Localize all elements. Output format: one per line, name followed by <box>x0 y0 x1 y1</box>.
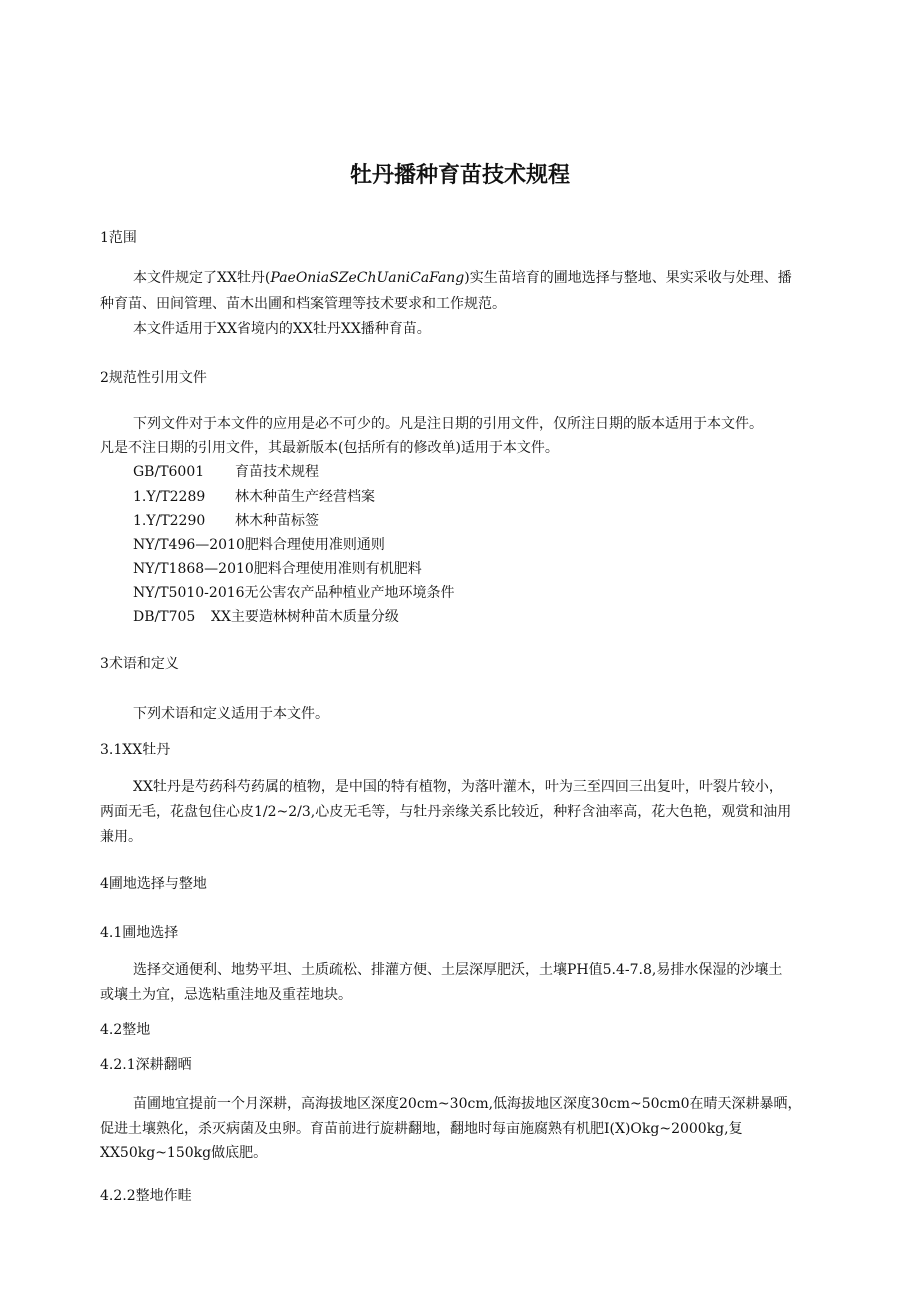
scope-text-post: )实生苗培育的圃地选择与整地、果实采收与处理、播 <box>464 270 792 286</box>
term-heading-3-1: 3.1XX牡丹 <box>100 742 171 758</box>
reference-title: 肥料合理使用准则通则 <box>244 537 385 553</box>
section-4-heading: 4圃地选择与整地 <box>100 876 207 892</box>
scope-paragraph-line-2: 种育苗、田间管理、苗木出圃和档案管理等技术要求和工作规范。 <box>100 296 506 312</box>
reference-item <box>133 509 319 533</box>
references-intro-line-2: 凡是不注日期的引用文件，其最新版本(包括所有的修改单)适用于本文件。 <box>100 440 559 456</box>
reference-item <box>133 460 319 484</box>
deep-plough-line-1: 苗圃地宜提前一个月深耕，高海拔地区深度20cm~30cm,低海拔地区深度30cm~50cm0在晴天深耕暴晒， <box>133 1096 802 1112</box>
reference-code: 1.Y/T2289 <box>133 489 206 505</box>
section-2-heading: 2规范性引用文件 <box>100 370 207 386</box>
references-intro-line-1: 下列文件对于本文件的应用是必不可少的。凡是注日期的引用文件，仅所注日期的版本适用于本文件。 <box>133 416 763 432</box>
reference-title: 无公害农产品种植业产地环境条件 <box>244 585 455 601</box>
subsection-4-2-1-heading: 4.2.1深耕翻晒 <box>100 1057 192 1073</box>
reference-code: DB/T705 <box>133 609 196 625</box>
section-3-heading: 3术语和定义 <box>100 656 179 672</box>
latin-name: PaeOniaSZeChUaniCaFang <box>270 270 465 286</box>
reference-code: GB/T6001 <box>133 464 205 480</box>
scope-text-pre: 本文件规定了XX牡丹( <box>133 270 271 286</box>
reference-item <box>133 485 375 509</box>
reference-item <box>133 581 455 605</box>
scope-paragraph-line-1 <box>133 266 792 290</box>
scope-applicability: 本文件适用于XX省境内的XX牡丹XX播种育苗。 <box>133 321 431 337</box>
reference-title: 林木种苗标签 <box>235 513 319 529</box>
term-definition-line-3: 兼用。 <box>100 829 142 845</box>
reference-code: NY/T5010-2016 <box>133 585 245 601</box>
reference-title: 肥料合理使用准则有机肥料 <box>253 561 422 577</box>
reference-code: 1.Y/T2290 <box>133 513 206 529</box>
subsection-4-1-heading: 4.1圃地选择 <box>100 925 179 941</box>
site-selection-line-2: 或壤土为宜，忌选粘重洼地及重茬地块。 <box>100 987 352 1003</box>
site-selection-line-1: 选择交通便利、地势平坦、土质疏松、排灌方便、土层深厚肥沃，土壤PH值5.4-7.8,易排水保湿的沙壤土 <box>133 962 783 978</box>
reference-code: NY/T496—2010 <box>133 537 245 553</box>
term-definition-line-2: 两面无毛，花盘包住心皮1/2~2/3,心皮无毛等，与牡丹亲缘关系比较近，种籽含油率高，花大色艳，观赏和油用 <box>100 804 792 820</box>
deep-plough-line-3: XX50kg~150kg做底肥。 <box>100 1145 268 1161</box>
reference-item <box>133 605 399 629</box>
subsection-4-2-heading: 4.2整地 <box>100 1022 151 1038</box>
reference-title: 林木种苗生产经营档案 <box>235 489 375 505</box>
terms-intro: 下列术语和定义适用于本文件。 <box>133 706 329 722</box>
reference-title: XX主要造林树种苗木质量分级 <box>211 609 399 625</box>
reference-code: NY/T1868—2010 <box>133 561 254 577</box>
deep-plough-line-2: 促进土壤熟化，杀灭病菌及虫卵。育苗前进行旋耕翻地，翻地时每亩施腐熟有机肥I(X)Okg~2000kg,复 <box>100 1121 743 1137</box>
subsection-4-2-2-heading: 4.2.2整地作畦 <box>100 1188 192 1204</box>
reference-title: 育苗技术规程 <box>235 464 319 480</box>
document-title: 牡丹播种育苗技术规程 <box>349 162 570 188</box>
reference-item <box>133 533 385 557</box>
section-1-heading: 1范围 <box>100 230 137 246</box>
term-definition-line-1: XX牡丹是芍药科芍药属的植物，是中国的特有植物，为落叶灌木，叶为三至四回三出复叶，叶裂片较小， <box>133 779 783 795</box>
reference-item <box>133 557 422 581</box>
